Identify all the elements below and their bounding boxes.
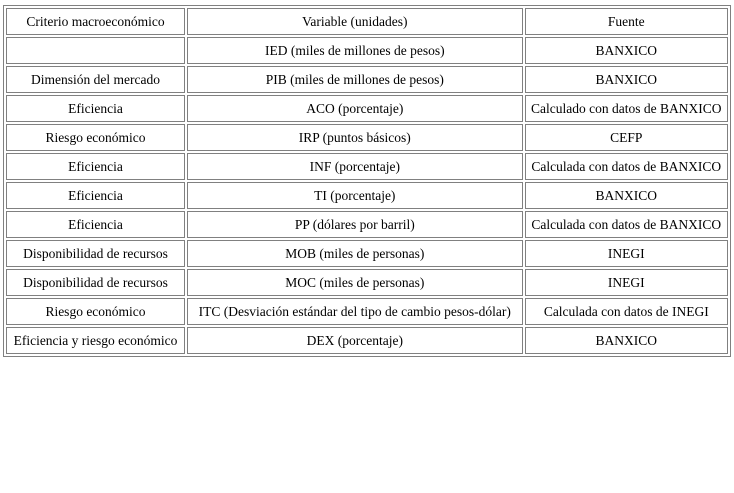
cell-criterio: Riesgo económico [6,124,185,151]
table-row [6,153,728,180]
table-row [6,124,728,151]
cell-fuente: CEFP [525,124,728,151]
cell-fuente: Calculada con datos de INEGI [525,298,728,325]
cell-variable: INF (porcentaje) [187,153,523,180]
table-row [6,182,728,209]
table-row [6,95,728,122]
data-table [3,5,731,357]
cell-fuente: Calculada con datos de BANXICO [525,153,728,180]
cell-fuente: INEGI [525,240,728,267]
table-row [6,240,728,267]
cell-variable: PP (dólares por barril) [187,211,523,238]
cell-criterio: Eficiencia [6,211,185,238]
cell-criterio: Dimensión del mercado [6,66,185,93]
cell-fuente: Calculado con datos de BANXICO [525,95,728,122]
cell-criterio: Eficiencia [6,95,185,122]
header-fuente: Fuente [525,8,728,35]
cell-fuente: Calculada con datos de BANXICO [525,211,728,238]
cell-criterio: Disponibilidad de recursos [6,269,185,296]
cell-variable: PIB (miles de millones de pesos) [187,66,523,93]
cell-criterio: Eficiencia [6,182,185,209]
cell-fuente: BANXICO [525,182,728,209]
cell-fuente: INEGI [525,269,728,296]
cell-variable: TI (porcentaje) [187,182,523,209]
cell-criterio: Eficiencia [6,153,185,180]
header-variable: Variable (unidades) [187,8,523,35]
cell-variable: DEX (porcentaje) [187,327,523,354]
cell-fuente: BANXICO [525,37,728,64]
table-row [6,327,728,354]
cell-variable: IED (miles de millones de pesos) [187,37,523,64]
cell-variable: MOC (miles de personas) [187,269,523,296]
cell-criterio [6,37,185,64]
cell-criterio: Eficiencia y riesgo económico [6,327,185,354]
cell-variable: ITC (Desviación estándar del tipo de cambio pesos-dólar) [187,298,523,325]
table-row [6,269,728,296]
header-criterio: Criterio macroeconómico [6,8,185,35]
cell-variable: MOB (miles de personas) [187,240,523,267]
cell-criterio: Disponibilidad de recursos [6,240,185,267]
cell-fuente: BANXICO [525,327,728,354]
cell-variable: ACO (porcentaje) [187,95,523,122]
table-row [6,298,728,325]
cell-variable: IRP (puntos básicos) [187,124,523,151]
table-row [6,211,728,238]
table-row [6,66,728,93]
cell-criterio: Riesgo económico [6,298,185,325]
table-row [6,37,728,64]
header-row [6,8,728,35]
cell-fuente: BANXICO [525,66,728,93]
